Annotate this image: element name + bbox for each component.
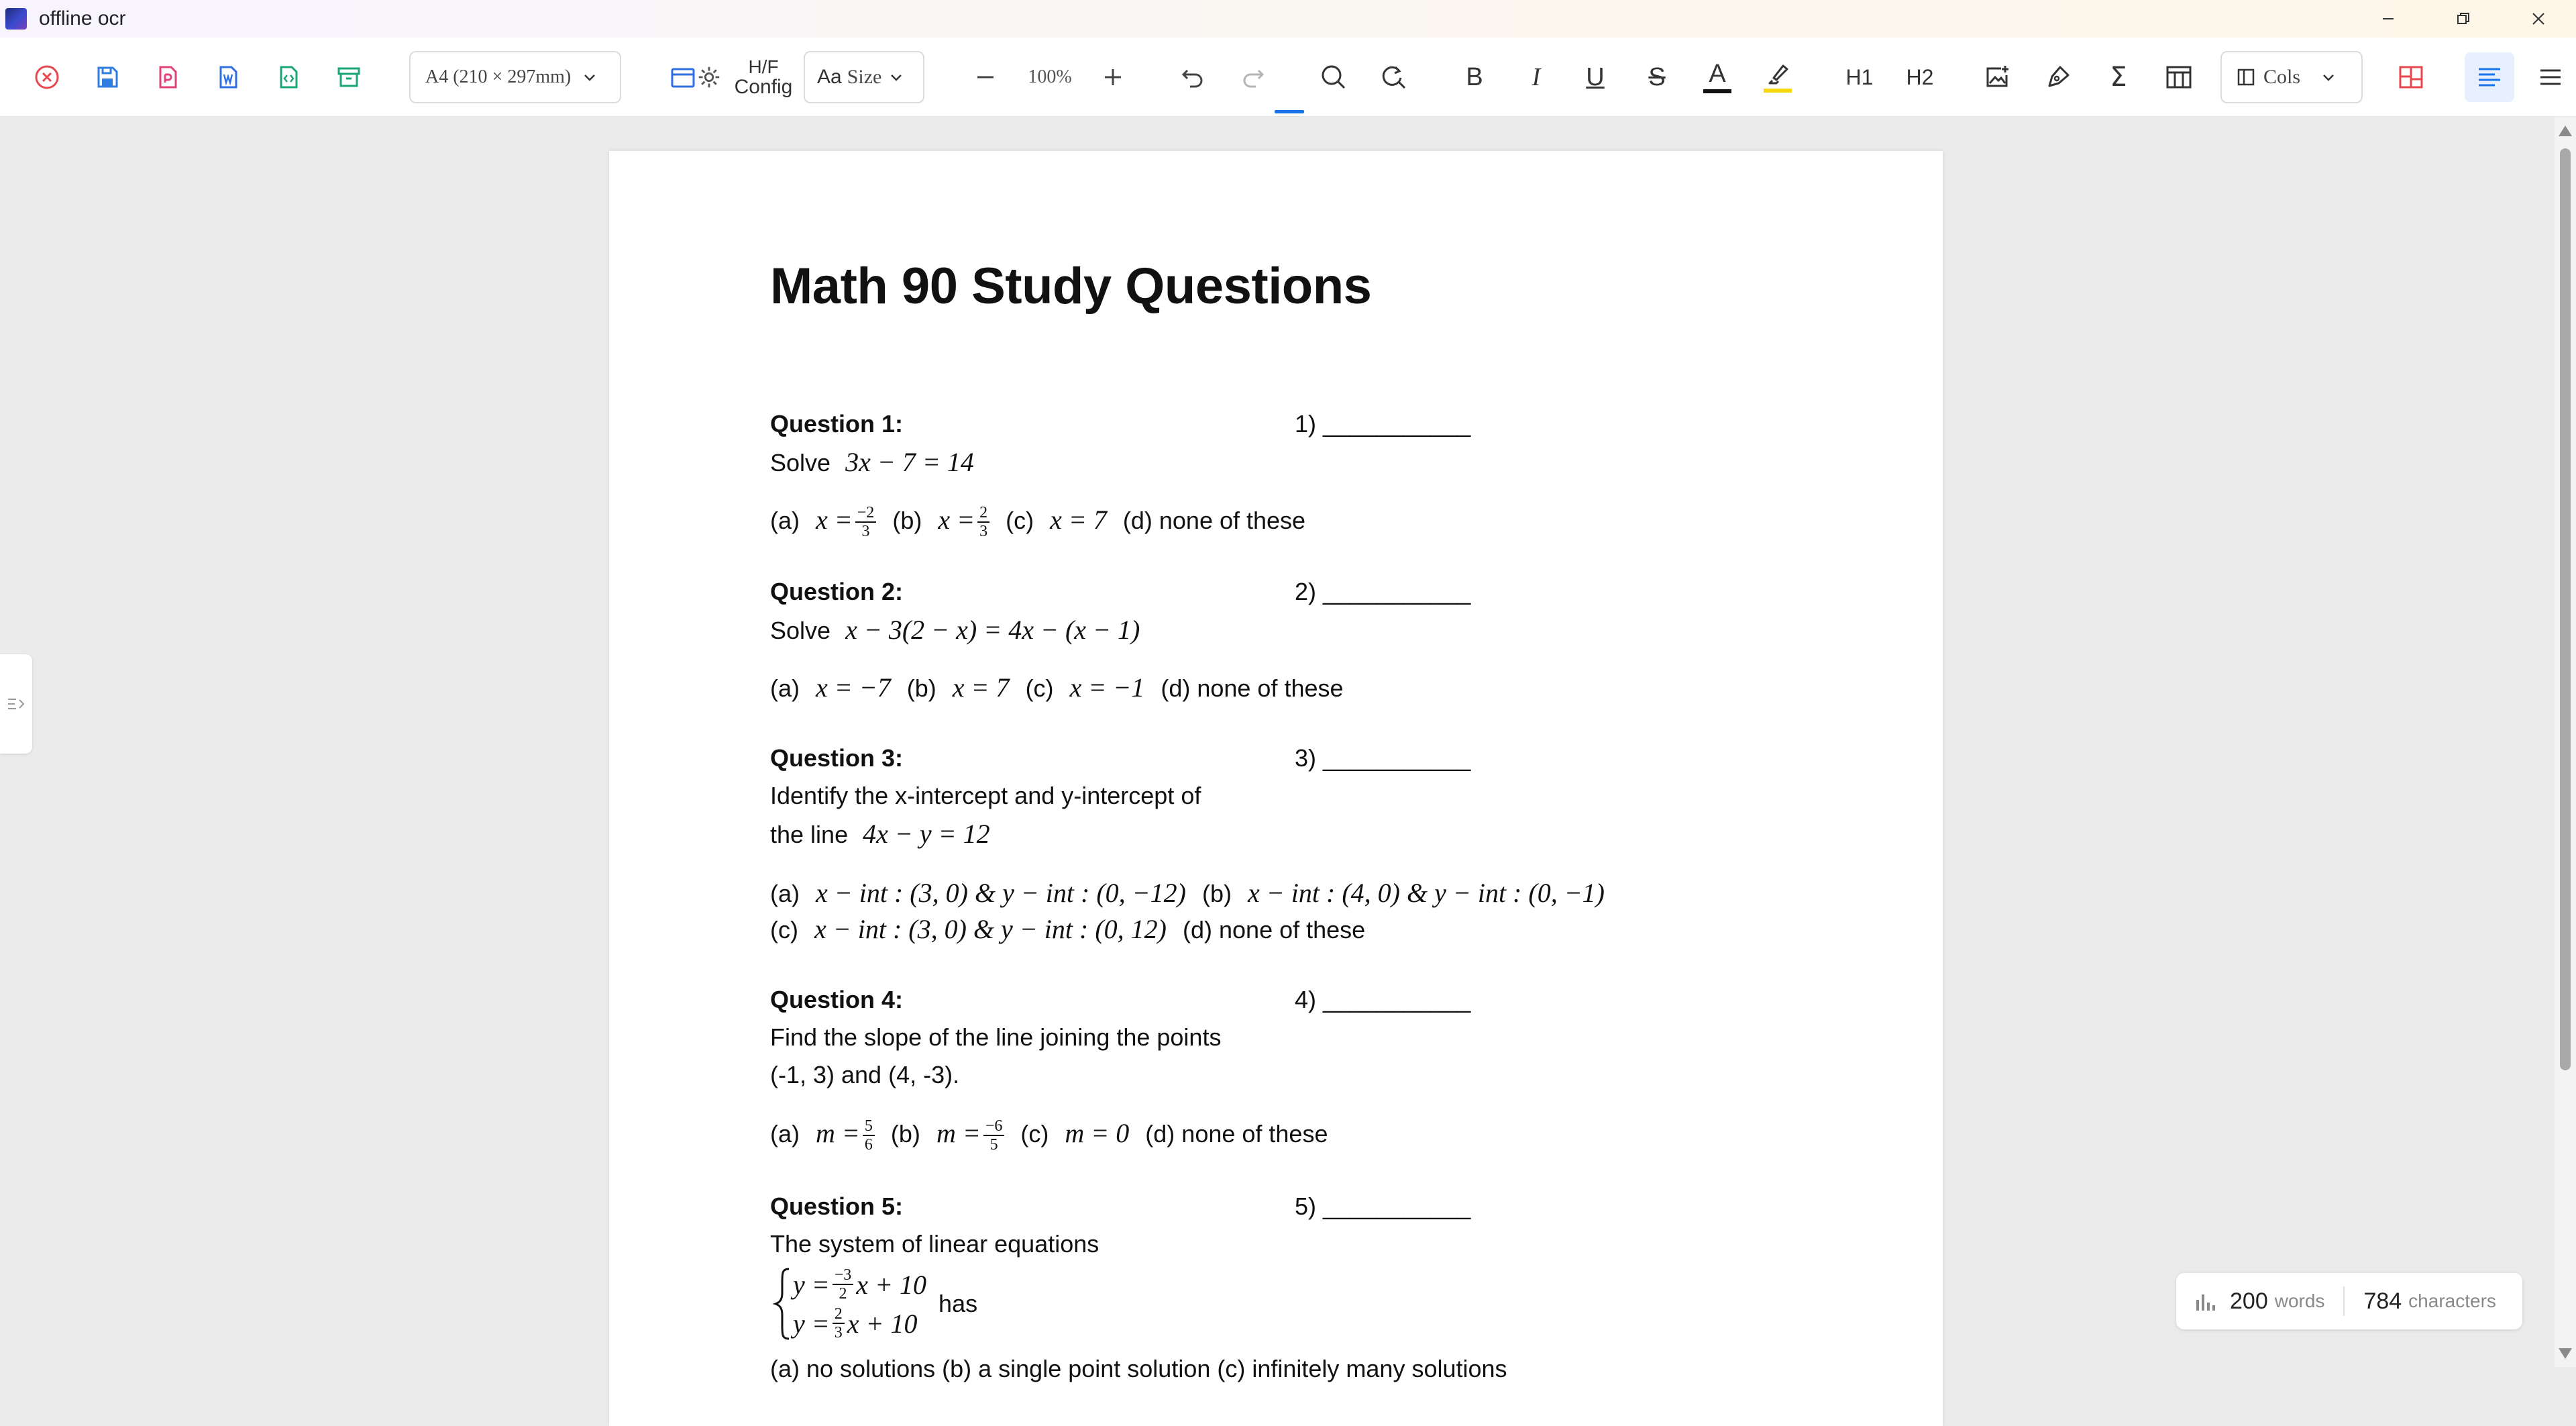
align-left-icon (2476, 64, 2503, 91)
question-5-answer-blank: 5) ___________ (1295, 1192, 1471, 1220)
window-controls (2351, 0, 2576, 38)
gear-icon (696, 64, 722, 90)
system-equation-1 (793, 1265, 926, 1304)
equation-1-fraction (833, 1267, 854, 1302)
highlighter-icon (1764, 62, 1791, 87)
question-3-options-row2 (770, 913, 1365, 945)
menu-button[interactable] (2533, 38, 2568, 117)
pen-tool-icon (2044, 63, 2072, 91)
hf-config-line1: H/F (748, 56, 779, 77)
option-b-value: x − int : (4, 0) & y − int : (0, −1) (1248, 878, 1605, 908)
equation-1-rhs: x + 10 (856, 1269, 927, 1300)
question-3-label: Question 3: (770, 744, 904, 772)
question-2-prompt-text: Solve (770, 617, 831, 644)
fraction-denominator: 3 (861, 523, 870, 541)
question-5-label: Question 5: (770, 1192, 904, 1220)
chevron-down-icon (2320, 69, 2337, 85)
heading1-button[interactable] (1841, 38, 1878, 117)
italic-label: I (1532, 63, 1541, 91)
align-left-button[interactable] (2465, 52, 2514, 102)
expand-panel-icon (6, 694, 26, 714)
option-c-label: (c) (1020, 1120, 1049, 1148)
columns-select[interactable] (2220, 51, 2363, 103)
layout-icon (669, 64, 696, 91)
code-file-icon (275, 64, 302, 91)
option-b-value: x = 7 (952, 672, 1010, 703)
heading2-label: H2 (1906, 64, 1934, 89)
hf-config-line2: Config (734, 75, 793, 98)
columns-icon (2237, 68, 2255, 87)
question-3-equation: 4x − y = 12 (863, 819, 990, 849)
highlight-button[interactable] (1760, 38, 1795, 117)
font-size-glyph: Aa (817, 66, 842, 88)
question-1-label: Question 1: (770, 410, 904, 438)
option-d-label: (d) none of these (1183, 916, 1366, 944)
question-1-answer-blank: 1) ___________ (1295, 410, 1471, 438)
question-2-label: Question 2: (770, 578, 904, 605)
layout-grid-button[interactable] (2394, 38, 2428, 117)
active-tool-indicator (1275, 110, 1304, 113)
restore-icon (2456, 11, 2471, 26)
undo-button[interactable] (1175, 38, 1210, 117)
zoom-value: 100% (1028, 66, 1072, 87)
undo-icon (1179, 64, 1206, 91)
question-4-answer-blank: 4) ___________ (1295, 986, 1471, 1013)
vertical-scrollbar[interactable] (2555, 117, 2576, 1367)
question-4-options (770, 1117, 1328, 1153)
toolbar (0, 38, 2576, 117)
option-a-value: x = −7 (816, 672, 891, 703)
fraction-numerator: −6 (983, 1118, 1005, 1136)
find-replace-button[interactable] (1377, 38, 1411, 117)
close-icon (2531, 11, 2546, 26)
question-1-equation: 3x − 7 = 14 (845, 447, 974, 477)
question-4-prompt-line2: (-1, 3) and (4, -3). (770, 1061, 960, 1088)
search-replace-icon (1380, 63, 1408, 91)
close-window-button[interactable] (2501, 0, 2576, 38)
option-a-lhs: x = (816, 505, 853, 535)
document-workspace[interactable] (0, 117, 2555, 1382)
scroll-up-arrow-icon[interactable] (2559, 125, 2572, 136)
title-bar (0, 0, 2576, 38)
bar-stats-icon (2195, 1290, 2219, 1312)
option-a-label: (a) (770, 507, 800, 534)
character-count-label: characters (2408, 1290, 2496, 1311)
question-3-answer-blank: 3) ___________ (1295, 744, 1471, 772)
option-b-label: (b) (890, 1120, 920, 1148)
option-b-lhs: x = (938, 505, 975, 535)
export-html-button[interactable] (272, 38, 305, 117)
fraction-numerator: 5 (863, 1118, 875, 1136)
insert-table-button[interactable] (2161, 38, 2196, 117)
app-icon (5, 8, 27, 30)
pdf-file-icon (154, 64, 181, 91)
scroll-down-arrow-icon[interactable] (2559, 1348, 2572, 1359)
hamburger-menu-icon (2538, 64, 2563, 90)
option-c-value: x = 7 (1050, 505, 1107, 535)
question-1-prompt-text: Solve (770, 449, 831, 476)
option-c-value: m = 0 (1065, 1118, 1130, 1148)
save-icon (94, 64, 121, 91)
zoom-level (1014, 38, 1085, 117)
question-5-system (774, 1264, 977, 1344)
option-b-fraction (983, 1118, 1005, 1153)
option-b-label: (b) (1202, 880, 1232, 907)
bold-label: B (1466, 62, 1483, 91)
option-a-fraction (855, 505, 877, 540)
page-size-value: A4 (210 × 297mm) (425, 66, 572, 87)
fraction-numerator: 2 (833, 1306, 845, 1324)
heading2-button[interactable] (1901, 38, 1939, 117)
fraction-denominator: 3 (834, 1324, 843, 1341)
formula-button[interactable] (2101, 38, 2136, 117)
question-2-answer-blank: 2) ___________ (1295, 578, 1471, 605)
fraction-denominator: 5 (989, 1136, 998, 1154)
minimize-icon (2381, 11, 2396, 26)
insert-image-button[interactable] (1980, 38, 2015, 117)
word-count-label: words (2274, 1290, 2325, 1311)
heading1-label: H1 (1845, 64, 1874, 89)
close-document-button[interactable] (31, 38, 63, 117)
export-pdf-button[interactable] (152, 38, 184, 117)
font-size-select[interactable] (804, 51, 924, 103)
scrollbar-thumb[interactable] (2560, 148, 2571, 1070)
sigma-icon: Σ (2110, 62, 2127, 93)
fraction-denominator: 2 (839, 1285, 847, 1303)
plus-icon (1102, 66, 1124, 89)
option-d-label: (d) none of these (1161, 674, 1344, 702)
zoom-in-button[interactable] (1096, 38, 1130, 117)
question-5-has: has (938, 1290, 978, 1317)
question-3-line2-text: the line (770, 821, 849, 848)
option-a-label: (a) (770, 880, 800, 907)
page-size-select[interactable] (409, 51, 621, 103)
header-footer-toggle[interactable] (668, 38, 723, 117)
strikethrough-button[interactable] (1640, 38, 1674, 117)
fraction-denominator: 3 (979, 523, 988, 541)
window-title: offline ocr (39, 7, 126, 30)
question-3-prompt-line2 (770, 818, 990, 850)
chevron-down-icon (888, 69, 904, 85)
option-c-value: x − int : (3, 0) & y − int : (0, 12) (814, 914, 1167, 944)
font-color-glyph: A (1709, 60, 1726, 88)
fraction-numerator: −2 (855, 505, 877, 523)
question-2-prompt (770, 614, 1140, 646)
option-a-label: (a) (770, 674, 800, 702)
equation-2-lhs: y = (793, 1308, 830, 1339)
option-c-label: (c) (1006, 507, 1034, 534)
restore-button[interactable] (2426, 0, 2501, 38)
document-page[interactable] (609, 151, 1943, 1426)
search-icon (1320, 63, 1348, 91)
question-4-prompt-line1: Find the slope of the line joining the points (770, 1023, 1222, 1051)
minus-icon (974, 66, 997, 89)
option-a-lhs: m = (816, 1118, 860, 1148)
highlight-color-bar (1764, 89, 1792, 93)
system-equation-2 (793, 1304, 926, 1343)
equation-1-lhs: y = (793, 1269, 830, 1300)
equation-2-rhs: x + 10 (847, 1308, 918, 1339)
font-color-button[interactable] (1700, 38, 1735, 117)
character-count: 784 (2363, 1288, 2402, 1314)
save-button[interactable] (91, 38, 123, 117)
question-1-prompt (770, 446, 974, 478)
archive-icon (335, 64, 362, 91)
hf-config-button[interactable] (729, 38, 798, 117)
question-5-options: (a) no solutions (b) a single point solution (c) infinitely many solutions (770, 1355, 1507, 1382)
question-1-options (770, 504, 1305, 540)
option-b-label: (b) (892, 507, 922, 534)
fraction-numerator: −3 (833, 1267, 854, 1285)
italic-button[interactable] (1519, 38, 1554, 117)
option-c-label: (c) (770, 916, 798, 944)
table-icon (2165, 63, 2193, 91)
word-file-icon (215, 64, 241, 91)
redo-button[interactable] (1236, 38, 1271, 117)
question-4-label: Question 4: (770, 986, 904, 1013)
redo-icon (1240, 64, 1267, 91)
equation-2-fraction (833, 1306, 845, 1341)
search-button[interactable] (1316, 38, 1351, 117)
option-b-fraction (977, 505, 989, 540)
option-a-label: (a) (770, 1120, 800, 1148)
word-count: 200 (2230, 1288, 2268, 1314)
strikethrough-label: S (1648, 62, 1666, 91)
fraction-denominator: 6 (864, 1136, 873, 1154)
chevron-down-icon (582, 69, 598, 85)
minimize-button[interactable] (2351, 0, 2426, 38)
export-word-button[interactable] (212, 38, 244, 117)
question-2-equation: x − 3(2 − x) = 4x − (x − 1) (845, 615, 1140, 645)
font-size-label: Size (847, 66, 882, 88)
option-c-label: (c) (1025, 674, 1054, 702)
option-d-label: (d) none of these (1122, 507, 1306, 534)
bold-button[interactable] (1457, 38, 1492, 117)
font-color-bar (1703, 89, 1731, 93)
sidebar-toggle[interactable] (0, 654, 32, 754)
archive-button[interactable] (333, 38, 365, 117)
question-2-options (770, 672, 1344, 703)
question-3-prompt-line1: Identify the x-intercept and y-intercept of (770, 782, 1201, 809)
option-b-label: (b) (906, 674, 936, 702)
counter-divider (2343, 1286, 2345, 1316)
image-add-icon (1984, 63, 2012, 91)
zoom-out-button[interactable] (969, 38, 1002, 117)
option-c-value: x = −1 (1069, 672, 1145, 703)
signature-button[interactable] (2041, 38, 2076, 117)
word-count-panel (2176, 1273, 2522, 1329)
question-3-options-row1 (770, 877, 1605, 909)
grid-layout-icon (2397, 63, 2425, 91)
underline-label: U (1586, 62, 1605, 91)
equation-stack (793, 1265, 926, 1343)
left-brace-icon (774, 1266, 792, 1341)
option-a-value: x − int : (3, 0) & y − int : (0, −12) (816, 878, 1186, 908)
columns-label: Cols (2263, 66, 2301, 88)
fraction-numerator: 2 (977, 505, 989, 523)
document-title: Math 90 Study Questions (770, 258, 1372, 315)
option-d-label: (d) none of these (1145, 1120, 1328, 1148)
option-a-fraction (863, 1118, 875, 1153)
underline-button[interactable] (1578, 38, 1613, 117)
question-5-prompt: The system of linear equations (770, 1230, 1099, 1258)
option-b-lhs: m = (936, 1118, 981, 1148)
close-circle-icon (34, 64, 60, 91)
